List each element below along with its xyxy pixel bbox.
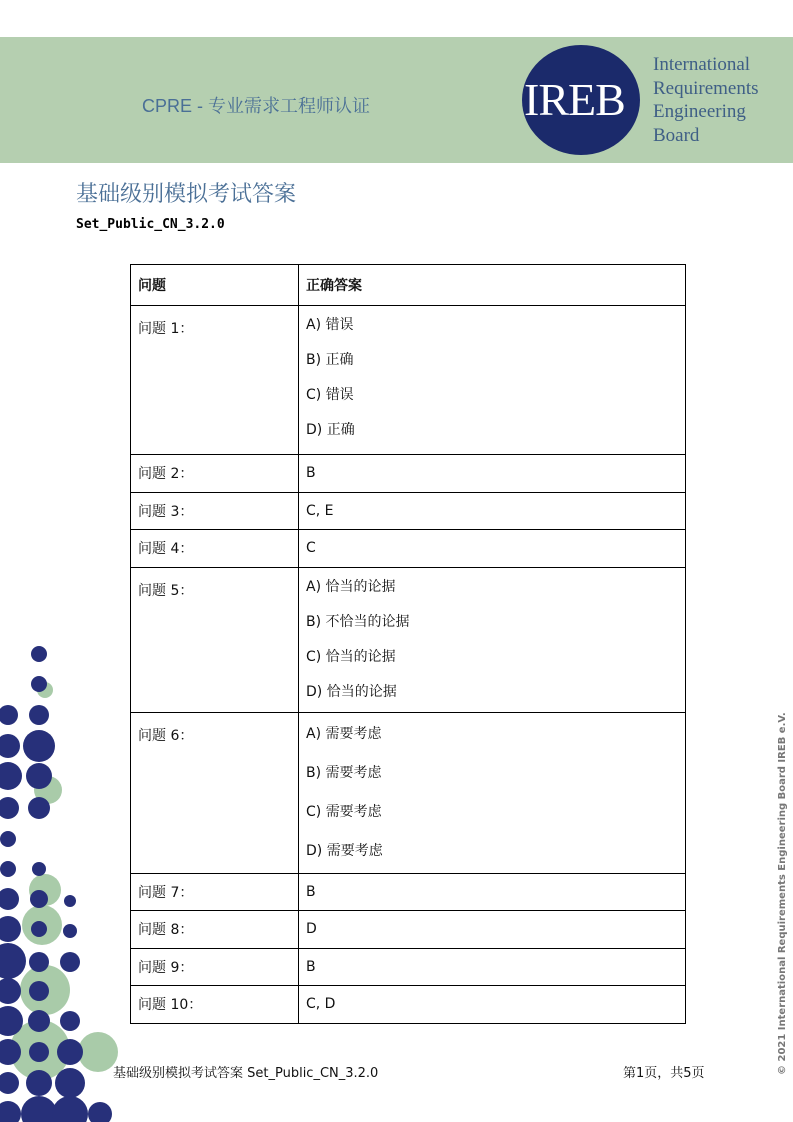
answer-line: B) 正确 xyxy=(306,352,354,368)
answer-cell: D xyxy=(299,911,686,949)
question-cell: 问题 4： xyxy=(131,530,299,568)
answer-cell: C xyxy=(299,530,686,568)
document-subtitle: Set_Public_CN_3.2.0 xyxy=(76,217,225,232)
ireb-logo-text: IREB xyxy=(524,74,625,125)
table-row xyxy=(131,911,686,949)
table-row xyxy=(131,306,686,455)
answer-cell: B xyxy=(299,455,686,493)
table-row xyxy=(131,712,686,873)
table-row xyxy=(131,986,686,1024)
question-cell: 问题 8： xyxy=(131,911,299,949)
answer-line: C) 需要考虑 xyxy=(306,803,382,820)
document-title: 基础级别模拟考试答案 xyxy=(76,182,297,207)
logo-word: International xyxy=(653,54,751,75)
logo-word: Engineering xyxy=(653,101,746,122)
table-row xyxy=(131,948,686,986)
table-row xyxy=(131,530,686,568)
question-cell: 问题 1： xyxy=(131,306,299,455)
answer-cell: C, D xyxy=(299,986,686,1024)
decorative-dots xyxy=(0,640,130,1122)
table-row xyxy=(131,567,686,712)
table-header-row xyxy=(131,265,686,306)
question-cell: 问题 9： xyxy=(131,948,299,986)
question-cell: 问题 2： xyxy=(131,455,299,493)
answer-line: D) 正确 xyxy=(306,422,355,438)
header-answer: 正确答案 xyxy=(299,265,686,306)
answer-cell: B xyxy=(299,948,686,986)
answer-line: C) 恰当的论据 xyxy=(306,648,396,665)
answer-line: D) 需要考虑 xyxy=(306,842,383,859)
answer-line: C) 错误 xyxy=(306,387,354,403)
answer-line: A) 恰当的论据 xyxy=(306,578,396,595)
table-body xyxy=(131,306,686,1024)
table-row xyxy=(131,873,686,911)
question-cell: 问题 10： xyxy=(131,986,299,1024)
answer-table xyxy=(130,264,686,1024)
answer-cell xyxy=(299,306,686,455)
question-cell: 问题 6： xyxy=(131,712,299,873)
banner-title: CPRE - 专业需求工程师认证 xyxy=(142,96,371,116)
answer-line: B) 需要考虑 xyxy=(306,764,382,781)
header-banner xyxy=(0,37,793,163)
answer-line: A) 需要考虑 xyxy=(306,725,382,742)
answer-line: A) 错误 xyxy=(306,317,354,333)
question-cell: 问题 3： xyxy=(131,492,299,530)
answer-cell: B xyxy=(299,873,686,911)
answer-line: D) 恰当的论据 xyxy=(306,683,397,700)
footer-page-number: 第1页，共5页 xyxy=(623,1066,705,1081)
footer-document-name: 基础级别模拟考试答案 Set_Public_CN_3.2.0 xyxy=(113,1066,379,1081)
answer-cell xyxy=(299,712,686,873)
logo-word: Board xyxy=(653,124,700,146)
question-cell: 问题 5： xyxy=(131,567,299,712)
answer-line: B) 不恰当的论据 xyxy=(306,613,410,630)
question-cell: 问题 7： xyxy=(131,873,299,911)
answer-cell: C, E xyxy=(299,492,686,530)
answer-cell xyxy=(299,567,686,712)
copyright-notice: © 2021 International Requirements Engineering Board IREB e.V. xyxy=(777,712,788,1075)
table-row xyxy=(131,455,686,493)
header-question: 问题 xyxy=(131,265,299,306)
ireb-logo-words xyxy=(653,53,759,147)
logo-word: Requirements xyxy=(653,77,759,99)
table-row xyxy=(131,492,686,530)
